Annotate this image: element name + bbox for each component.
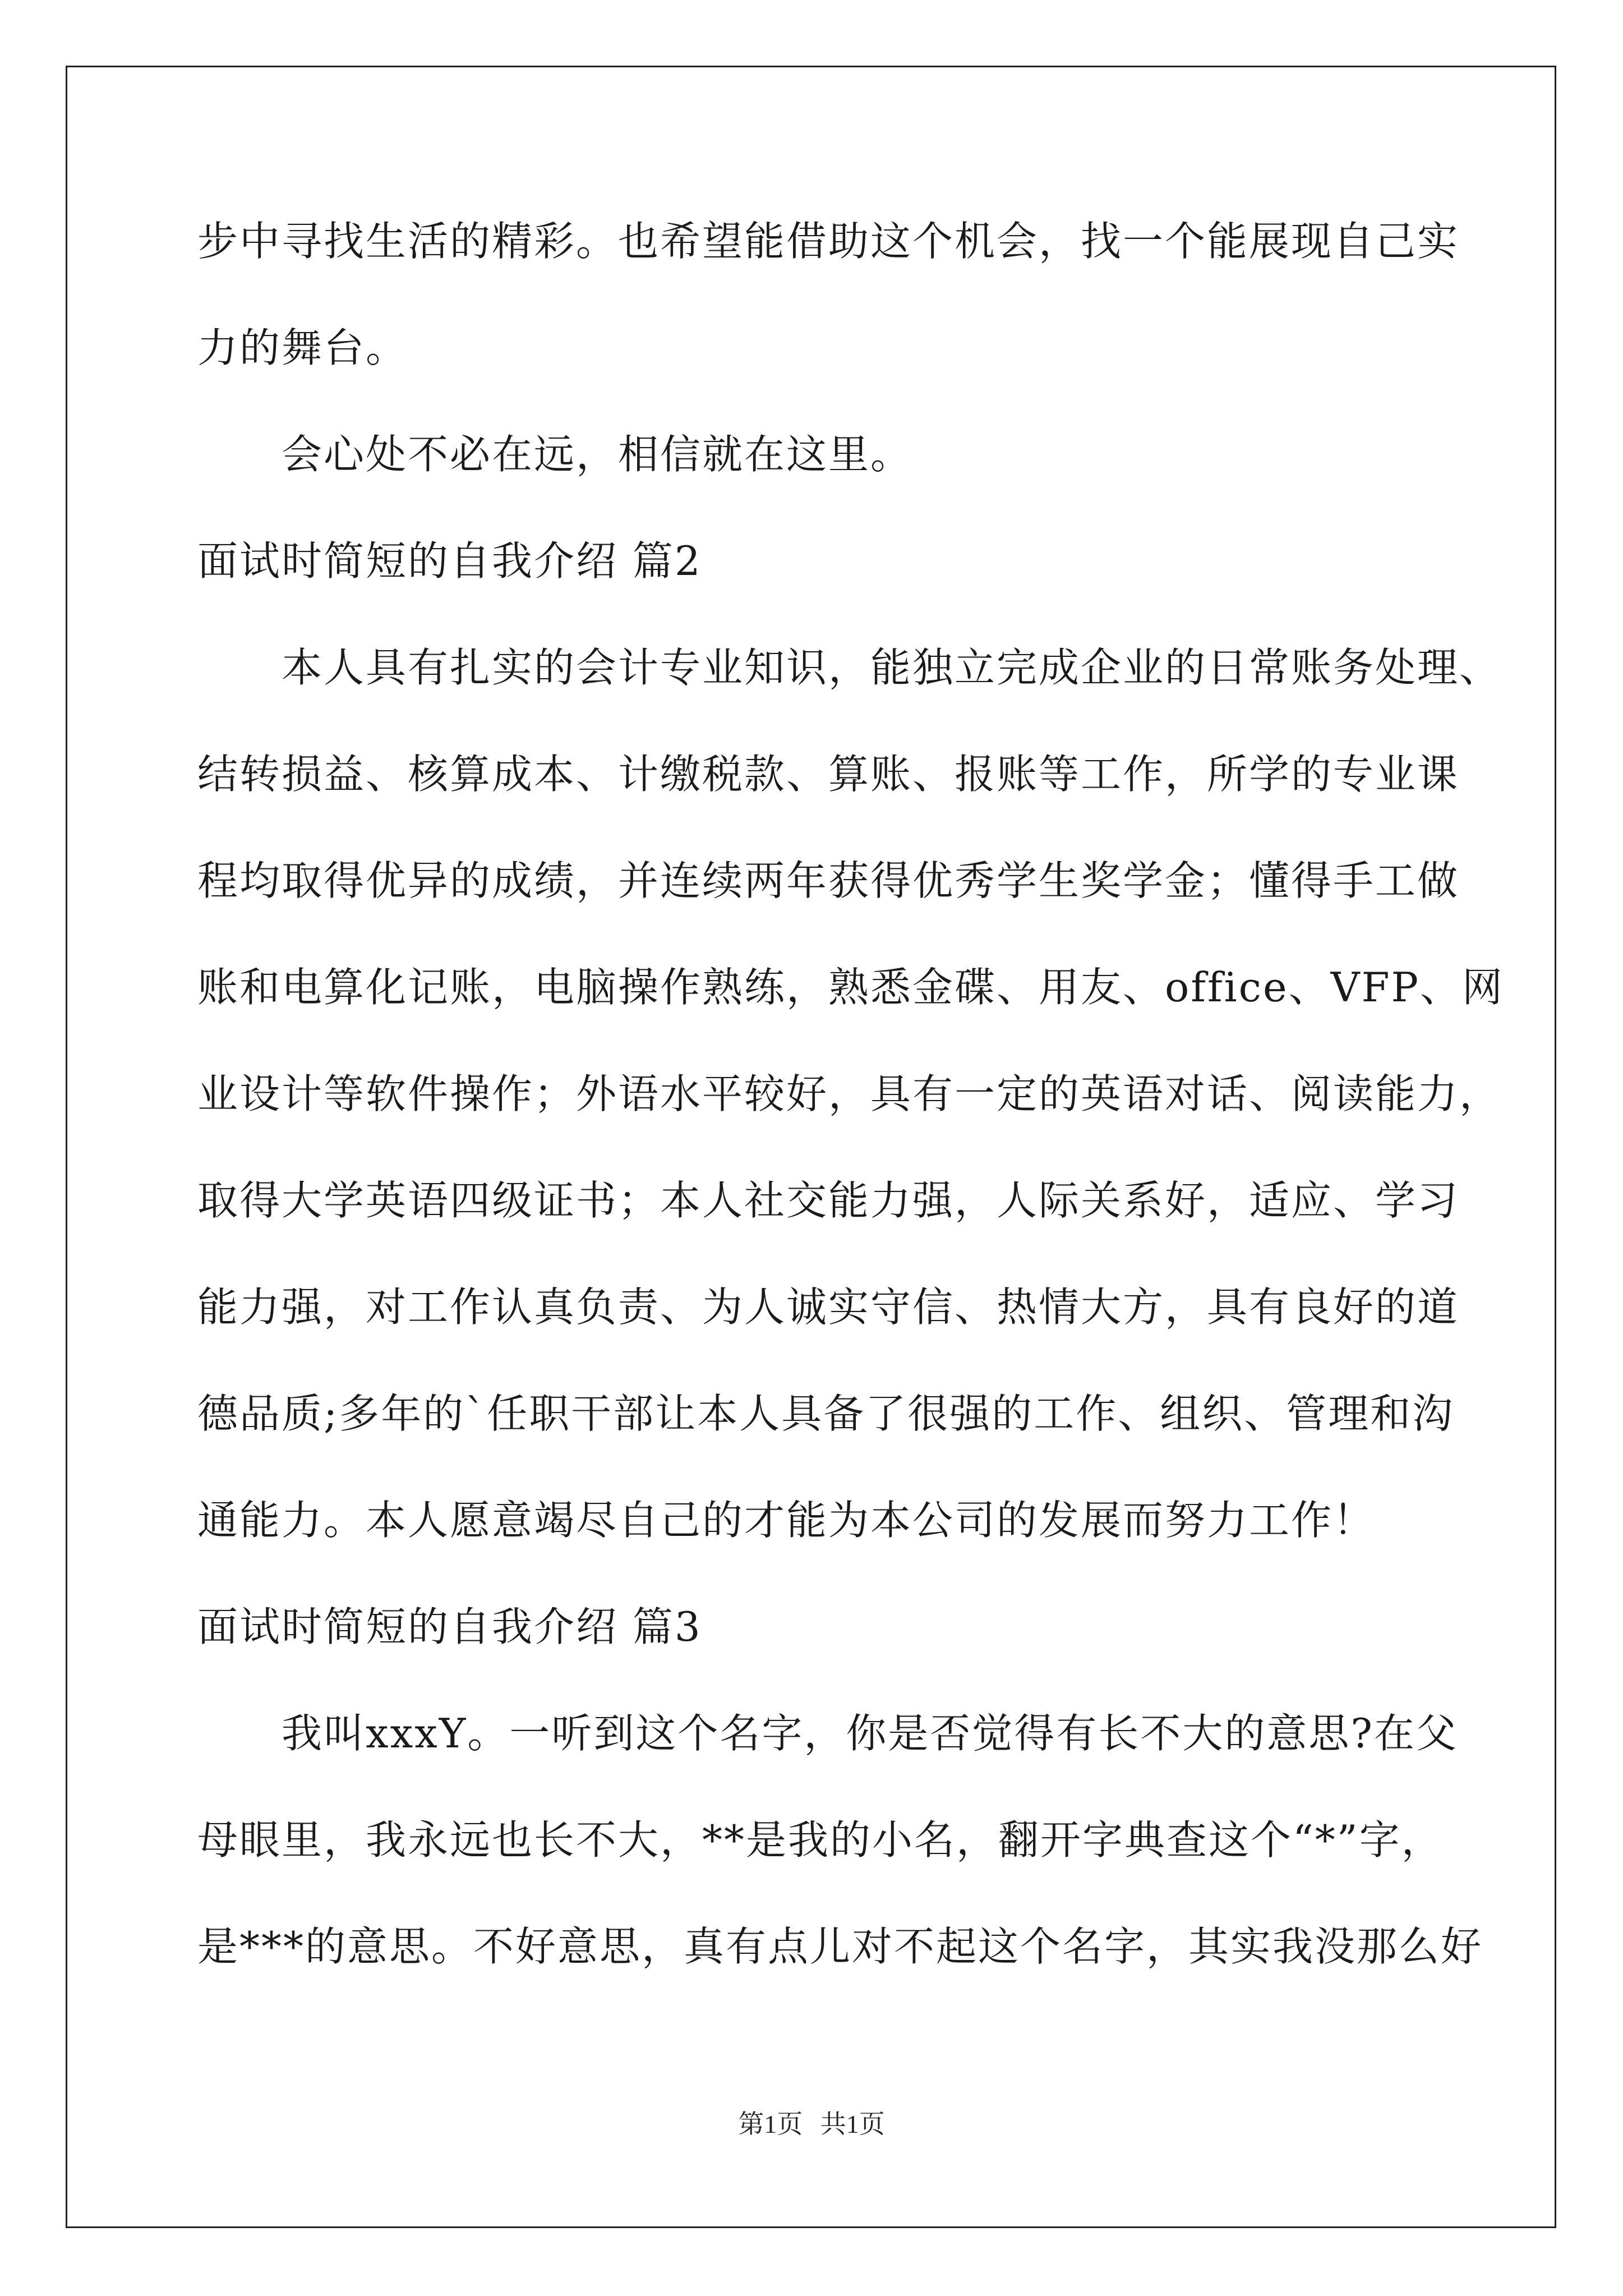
text-line: 能力强，对工作认真负责、为人诚实守信、热情大方，具有良好的道	[197, 1283, 1460, 1331]
text-line: 业设计等软件操作；外语水平较好，具有一定的英语对话、阅读能力，	[197, 1070, 1502, 1117]
section-heading: 面试时简短的自我介绍 篇2	[197, 537, 702, 585]
text-line: 本人具有扎实的会计专业知识，能独立完成企业的日常账务处理、	[282, 644, 1502, 691]
text-line: 取得大学英语四级证书；本人社交能力强，人际关系好，适应、学习	[197, 1177, 1460, 1224]
text-line: 通能力。本人愿意竭尽自己的才能为本公司的发展而努力工作！	[197, 1497, 1376, 1544]
page-footer	[0, 2104, 1623, 2141]
document-body	[197, 209, 1505, 2021]
text-line: 力的舞台。	[197, 324, 408, 371]
text-line: 步中寻找生活的精彩。也希望能借助这个机会，找一个能展现自己实	[197, 218, 1460, 265]
page-count: 共1页	[820, 2110, 885, 2138]
text-line: 会心处不必在远，相信就在这里。	[282, 431, 913, 478]
text-line: 是***的意思。不好意思，真有点儿对不起这个名字，其实我没那么好	[197, 1923, 1483, 1970]
text-line: 我叫xxxY。一听到这个名字，你是否觉得有长不大的意思?在父	[282, 1710, 1458, 1757]
text-line: 母眼里，我永远也长不大，**是我的小名，翻开字典查这个“*”字，	[197, 1816, 1444, 1864]
page-number: 第1页	[738, 2110, 803, 2138]
text-line: 结转损益、核算成本、计缴税款、算账、报账等工作，所学的专业课	[197, 751, 1460, 798]
text-line: 程均取得优异的成绩，并连续两年获得优秀学生奖学金；懂得手工做	[197, 857, 1460, 904]
text-line: 德品质;多年的`任职干部让本人具备了很强的工作、组织、管理和沟	[197, 1390, 1455, 1437]
section-heading: 面试时简短的自我介绍 篇3	[197, 1603, 702, 1650]
text-line: 账和电算化记账，电脑操作熟练，熟悉金碟、用友、office、VFP、网	[197, 964, 1505, 1011]
